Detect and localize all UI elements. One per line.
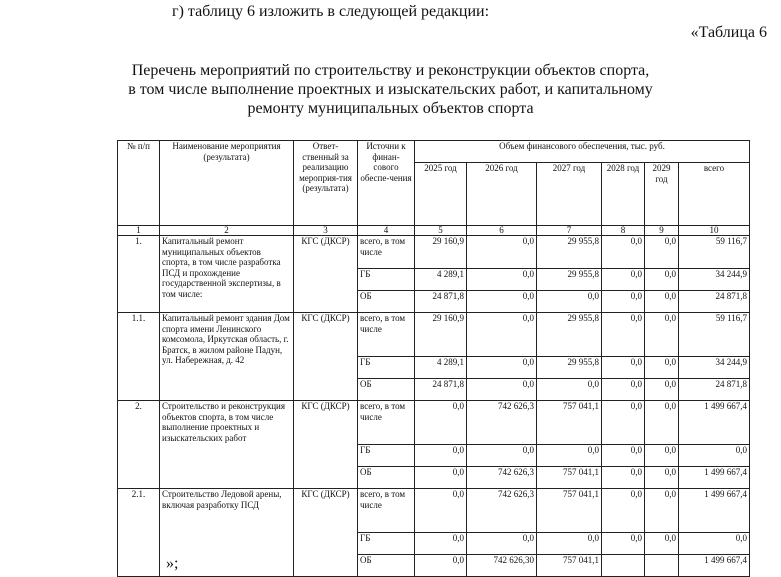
amount-cell: 757 041,1 bbox=[537, 489, 602, 533]
amount-cell: 0,0 bbox=[602, 379, 645, 401]
amount-cell: 0,0 bbox=[415, 467, 467, 489]
title-line: в том числе выполнение проектных и изыскательских работ, и капитальному bbox=[128, 81, 653, 98]
col-number: 10 bbox=[679, 226, 750, 236]
funding-source: ОБ bbox=[358, 467, 415, 489]
table-row bbox=[118, 489, 750, 533]
amount-cell: 0,0 bbox=[602, 313, 645, 357]
amount-cell: 0,0 bbox=[537, 291, 602, 313]
amount-cell: 0,0 bbox=[645, 445, 679, 467]
amount-cell: 0,0 bbox=[537, 533, 602, 555]
amount-cell: 29 160,9 bbox=[415, 236, 467, 269]
amount-cell: 0,0 bbox=[602, 401, 645, 445]
amount-cell: 29 955,8 bbox=[537, 236, 602, 269]
amount-cell: 0,0 bbox=[602, 533, 645, 555]
row-number: 2.1. bbox=[118, 489, 160, 577]
amount-cell: 0,0 bbox=[602, 445, 645, 467]
total-cell: 24 871,8 bbox=[679, 291, 750, 313]
total-cell: 1 499 667,4 bbox=[679, 467, 750, 489]
col-number: 5 bbox=[415, 226, 467, 236]
amount-cell: 0,0 bbox=[645, 313, 679, 357]
col-number: 6 bbox=[467, 226, 537, 236]
amount-cell: 29 955,8 bbox=[537, 269, 602, 291]
total-cell: 1 499 667,4 bbox=[679, 489, 750, 533]
amount-cell: 0,0 bbox=[415, 555, 467, 577]
header-year: 2028 год bbox=[602, 163, 645, 226]
amount-cell: 0,0 bbox=[467, 357, 537, 379]
amount-cell: 4 289,1 bbox=[415, 269, 467, 291]
amount-cell: 0,0 bbox=[645, 379, 679, 401]
amount-cell: 0,0 bbox=[537, 445, 602, 467]
amount-cell: 757 041,1 bbox=[537, 467, 602, 489]
amount-cell: 24 871,8 bbox=[415, 291, 467, 313]
funding-source: ОБ bbox=[358, 555, 415, 577]
amount-cell: 757 041,1 bbox=[537, 555, 602, 577]
amount-cell: 4 289,1 bbox=[415, 357, 467, 379]
amount-cell: 0,0 bbox=[415, 489, 467, 533]
amount-cell: 0,0 bbox=[645, 236, 679, 269]
total-cell: 24 871,8 bbox=[679, 379, 750, 401]
total-cell: 59 116,7 bbox=[679, 236, 750, 269]
amount-cell: 0,0 bbox=[645, 357, 679, 379]
responsible: КГС (ДКСР) bbox=[294, 236, 358, 313]
header-source: Источни к финан-сового обеспе-чения bbox=[358, 141, 415, 226]
intro-text: г) таблицу 6 изложить в следующей редакции: bbox=[172, 3, 490, 20]
header-responsible: Ответ-ственный за реализацию мероприя-тия (результата) bbox=[294, 141, 358, 226]
amount-cell: 0,0 bbox=[467, 269, 537, 291]
funding-source: всего, в том числе bbox=[358, 236, 415, 269]
funding-source: ГБ bbox=[358, 357, 415, 379]
col-number: 8 bbox=[602, 226, 645, 236]
responsible: КГС (ДКСР) bbox=[294, 489, 358, 577]
amount-cell: 742 626,30 bbox=[467, 555, 537, 577]
col-number: 1 bbox=[118, 226, 160, 236]
funding-source: всего, в том числе bbox=[358, 313, 415, 357]
header-year: 2026 год bbox=[467, 163, 537, 226]
header-year: 2025 год bbox=[415, 163, 467, 226]
funding-source: ОБ bbox=[358, 291, 415, 313]
amount-cell: 0,0 bbox=[602, 269, 645, 291]
amount-cell: 0,0 bbox=[415, 445, 467, 467]
responsible: КГС (ДКСР) bbox=[294, 313, 358, 401]
header-finance: Объем финансового обеспечения, тыс. руб. bbox=[415, 141, 750, 163]
table-row bbox=[118, 313, 750, 357]
table-row bbox=[118, 401, 750, 445]
amount-cell: 0,0 bbox=[645, 291, 679, 313]
header-total: всего bbox=[679, 163, 750, 226]
amount-cell: 24 871,8 bbox=[415, 379, 467, 401]
amount-cell: 0,0 bbox=[645, 269, 679, 291]
funding-source: ОБ bbox=[358, 379, 415, 401]
amount-cell: 29 955,8 bbox=[537, 313, 602, 357]
amount-cell: 0,0 bbox=[467, 533, 537, 555]
responsible: КГС (ДКСР) bbox=[294, 401, 358, 489]
funding-source: ГБ bbox=[358, 445, 415, 467]
title-line: ремонту муниципальных объектов спорта bbox=[247, 100, 534, 117]
amount-cell: 0,0 bbox=[537, 379, 602, 401]
amount-cell: 0,0 bbox=[645, 401, 679, 445]
col-number: 3 bbox=[294, 226, 358, 236]
amount-cell: 742 626,3 bbox=[467, 467, 537, 489]
column-number-row bbox=[118, 226, 750, 236]
total-cell: 0,0 bbox=[679, 533, 750, 555]
row-number: 1.1. bbox=[118, 313, 160, 401]
amount-cell: 0,0 bbox=[467, 445, 537, 467]
measure-name: Строительство и реконструкция объектов спорта, в том числе выполнение проектных и изыскательских работ bbox=[160, 401, 294, 489]
measure-name: Капитальный ремонт здания Дом спорта имени Ленинского комсомола, Иркутская область, г. Братск, в жилом районе Падун, ул. Набережная, д. 42 bbox=[160, 313, 294, 401]
row-number: 2. bbox=[118, 401, 160, 489]
funding-source: ГБ bbox=[358, 269, 415, 291]
amount-cell: 742 626,3 bbox=[467, 401, 537, 445]
total-cell: 34 244,9 bbox=[679, 357, 750, 379]
amount-cell: 0,0 bbox=[415, 401, 467, 445]
amount-cell: 0,0 bbox=[645, 533, 679, 555]
amount-cell: 0,0 bbox=[645, 467, 679, 489]
amount-cell: 0,0 bbox=[602, 467, 645, 489]
header-name: Наименование мероприятия (результата) bbox=[160, 141, 294, 226]
amount-cell: 29 160,9 bbox=[415, 313, 467, 357]
finance-table bbox=[117, 140, 750, 577]
title-line: Перечень мероприятий по строительству и реконструкции объектов спорта, bbox=[131, 62, 650, 79]
amount-cell: 0,0 bbox=[467, 313, 537, 357]
amount-cell: 0,0 bbox=[602, 236, 645, 269]
amount-cell: 0,0 bbox=[645, 489, 679, 533]
table-label: «Таблица 6 bbox=[690, 24, 767, 41]
total-cell: 0,0 bbox=[679, 445, 750, 467]
table-title bbox=[0, 61, 781, 118]
amount-cell: 757 041,1 bbox=[537, 401, 602, 445]
total-cell: 1 499 667,4 bbox=[679, 401, 750, 445]
col-number: 4 bbox=[358, 226, 415, 236]
total-cell: 34 244,9 bbox=[679, 269, 750, 291]
funding-source: ГБ bbox=[358, 533, 415, 555]
col-number: 7 bbox=[537, 226, 602, 236]
table-row bbox=[118, 236, 750, 269]
closing-mark: »; bbox=[166, 555, 179, 572]
total-cell: 1 499 667,4 bbox=[679, 555, 750, 577]
funding-source: всего, в том числе bbox=[358, 401, 415, 445]
amount-cell: 0,0 bbox=[415, 533, 467, 555]
amount-cell: 29 955,8 bbox=[537, 357, 602, 379]
amount-cell: 0,0 bbox=[602, 489, 645, 533]
col-number: 2 bbox=[160, 226, 294, 236]
header-year: 2029 год bbox=[645, 163, 679, 226]
measure-name: Строительство Ледовой арены, включая разработку ПСД bbox=[160, 489, 294, 577]
header-num: № п/п bbox=[118, 141, 160, 226]
header-year: 2027 год bbox=[537, 163, 602, 226]
measure-name: Капитальный ремонт муниципальных объектов спорта, в том числе разработка ПСД и прохождение государственной экспертизы, в том числе: bbox=[160, 236, 294, 313]
amount-cell: 742 626,3 bbox=[467, 489, 537, 533]
funding-source: всего, в том числе bbox=[358, 489, 415, 533]
amount-cell: 0,0 bbox=[467, 291, 537, 313]
amount-cell: 0,0 bbox=[602, 357, 645, 379]
amount-cell bbox=[602, 555, 645, 577]
amount-cell: 0,0 bbox=[602, 291, 645, 313]
total-cell: 59 116,7 bbox=[679, 313, 750, 357]
amount-cell: 0,0 bbox=[467, 236, 537, 269]
amount-cell bbox=[645, 555, 679, 577]
row-number: 1. bbox=[118, 236, 160, 313]
amount-cell: 0,0 bbox=[467, 379, 537, 401]
col-number: 9 bbox=[645, 226, 679, 236]
